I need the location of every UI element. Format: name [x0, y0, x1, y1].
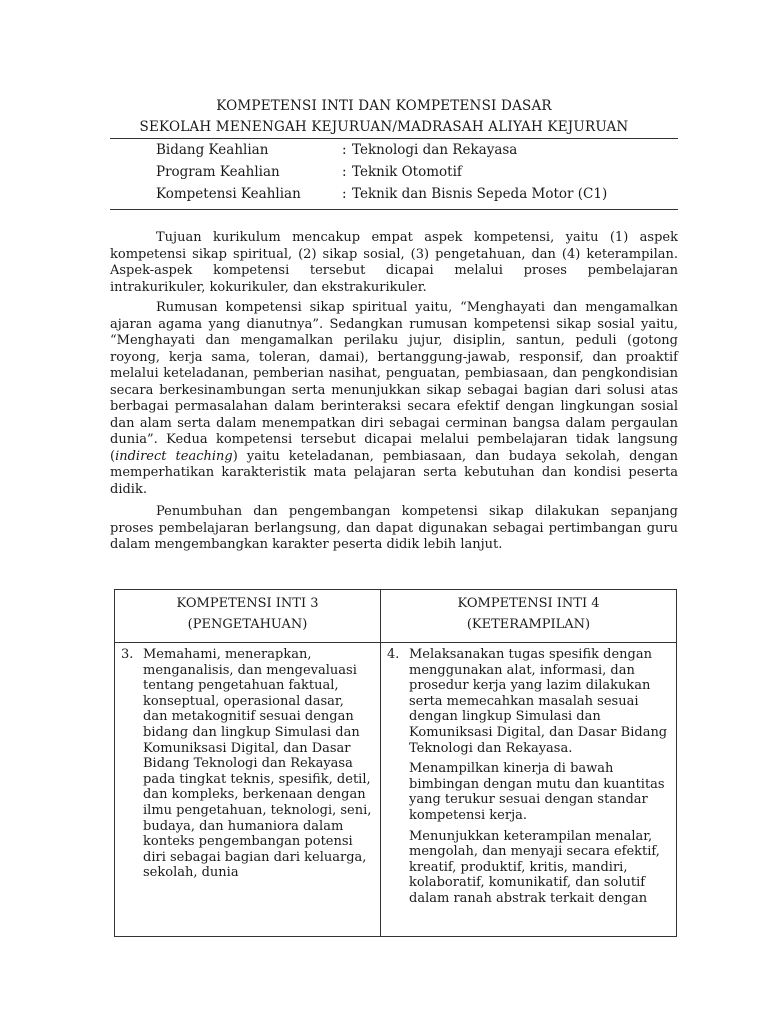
ki3-header-subtitle: (PENGETAHUAN): [187, 617, 308, 632]
table-header-row: [115, 590, 677, 643]
paragraph-rumusan-part2: ) yaitu keteladanan, pembiasaan, dan budaya sekolah, dengan memperhatikan karakteristik mata pelajaran serta kebutuhan dan kondisi peserta didik.: [110, 448, 678, 497]
ki4-header-subtitle: (KETERAMPILAN): [466, 617, 591, 632]
ki4-header: [381, 590, 677, 643]
paragraph-rumusan-italic: indirect teaching: [115, 448, 233, 464]
info-label: Bidang Keahlian: [156, 142, 269, 158]
info-label: Program Keahlian: [156, 164, 280, 180]
ki4-text-3: Menunjukkan keterampilan menalar, mengolah, dan menyaji secara efektif, kreatif, produktif, kritis, mandiri, kolaboratif, komunikatif, dan solutif dalam ranah abstrak terkait dengan: [409, 828, 660, 906]
info-separator: :: [342, 142, 347, 158]
info-separator: :: [342, 164, 347, 180]
paragraph-rumusan-part1: Rumusan kompetensi sikap spiritual yaitu, “Menghayati dan mengamalkan ajaran agama yang dianutnya”. Sedangkan rumusan kompetensi sikap sosial yaitu, “Menghayati dan mengamalkan perilaku jujur, disiplin, santun, peduli (gotong royong, kerja sama, toleran, damai), bertanggung-jawab, responsif, dan proaktif melalui keteladanan, pemberian nasihat, penguatan, pembiasaan, dan pengkondisian secara berkesinambungan serta menunjukkan sikap sebagai bagian dari solusi atas berbagai permasalahan dalam berinteraksi secara efektif dengan lingkungan sosial dan alam serta dalam menempatkan diri sebagai cerminan bangsa dalam pergaulan dunia”. Kedua kompetensi tersebut dicapai melalui pembelajaran tidak langsung (: [110, 300, 678, 464]
ki4-number: 4.: [387, 647, 400, 662]
bottom-divider: [110, 209, 678, 210]
table-row: [115, 643, 677, 937]
ki4-item: [387, 647, 668, 912]
info-value: Teknik Otomotif: [352, 164, 462, 180]
info-separator: :: [342, 186, 347, 202]
ki3-header-title: KOMPETENSI INTI 3: [176, 596, 319, 611]
info-label: Kompetensi Keahlian: [156, 186, 301, 202]
ki3-cell: [115, 643, 381, 937]
competency-table: [114, 589, 677, 937]
top-divider: [110, 138, 678, 139]
ki3-header: [115, 590, 381, 643]
info-value: Teknologi dan Rekayasa: [352, 142, 518, 158]
ki4-header-title: KOMPETENSI INTI 4: [457, 596, 600, 611]
document-subtitle: SEKOLAH MENENGAH KEJURUAN/MADRASAH ALIYAH KEJURUAN: [139, 119, 629, 135]
ki4-text-1: Melaksanakan tugas spesifik dengan menggunakan alat, informasi, dan prosedur kerja yang lazim dilakukan serta memecahkan masalah sesuai dengan lingkup Simulasi dan Komuniksasi Digital, dan Dasar Bidang Teknologi dan Rekayasa.: [409, 647, 668, 756]
ki3-number: 3.: [121, 647, 134, 662]
ki4-cell: [381, 643, 677, 937]
paragraph-tujuan: Tujuan kurikulum mencakup empat aspek kompetensi, yaitu (1) aspek kompetensi sikap spiritual, (2) sikap sosial, (3) pengetahuan, dan (4) keterampilan. Aspek-aspek kompetensi tersebut dicapai melalui proses pembelajaran intrakurikuler, kokurikuler, dan ekstrakurikuler.: [110, 230, 678, 295]
ki4-text-2: Menampilkan kinerja di bawah bimbingan dengan mutu dan kuantitas yang terukur sesuai dengan standar kompetensi kerja.: [409, 761, 665, 823]
paragraph-rumusan: [110, 300, 678, 498]
ki3-text: Memahami, menerapkan, menganalisis, dan mengevaluasi tentang pengetahuan faktual, konseptual, operasional dasar, dan metakognitif sesuai dengan bidang dan lingkup Simulasi dan Komuniksasi Digital, dan Dasar Bidang Teknologi dan Rekayasa pada tingkat teknis, spesifik, detil, dan kompleks, berkenaan dengan ilmu pengetahuan, teknologi, seni, budaya, dan humaniora dalam konteks pengembangan potensi diri sebagai bagian dari keluarga, sekolah, dunia: [143, 647, 372, 881]
info-value: Teknik dan Bisnis Sepeda Motor (C1): [352, 186, 608, 202]
document-title: KOMPETENSI INTI DAN KOMPETENSI DASAR: [216, 98, 552, 114]
ki3-item: [121, 647, 372, 886]
paragraph-penumbuhan: Penumbuhan dan pengembangan kompetensi sikap dilakukan sepanjang proses pembelajaran berlangsung, dan dapat digunakan sebagai pertimbangan guru dalam mengembangkan karakter peserta didik lebih lanjut.: [110, 504, 678, 552]
